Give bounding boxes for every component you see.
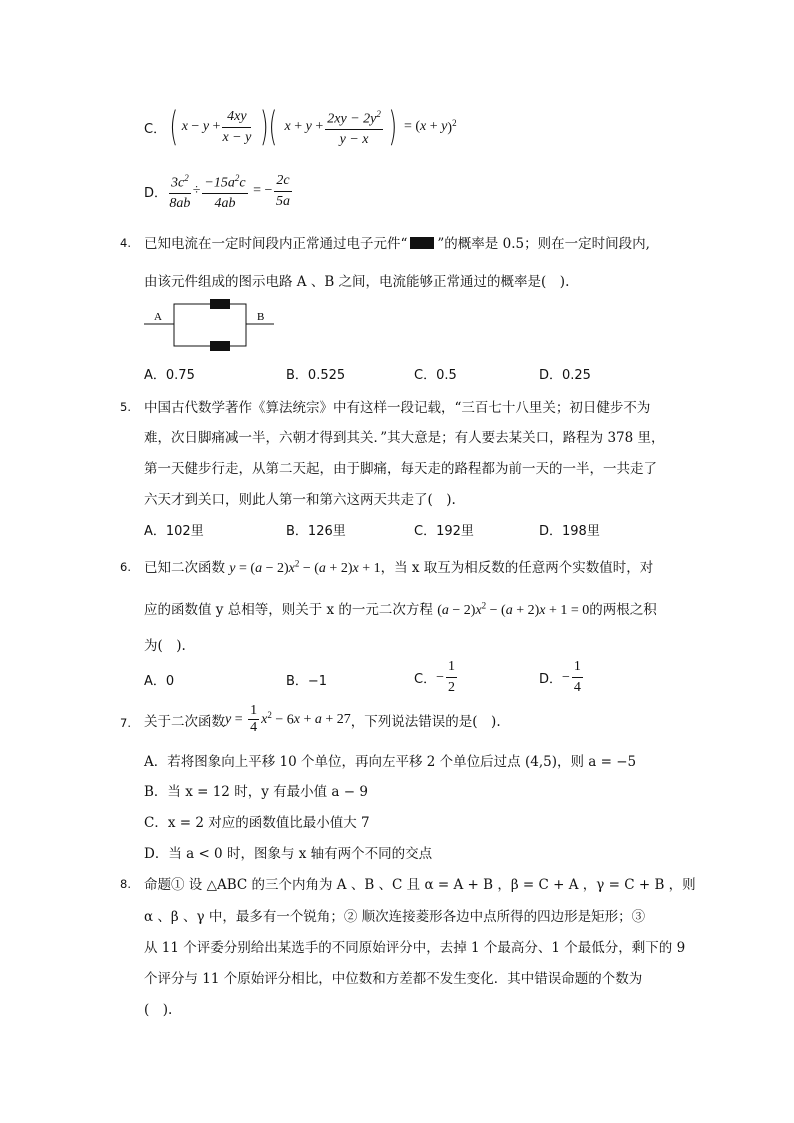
q6-line1-part2: ，当 x 取互为相反数的任意两个实数值时，对 — [380, 560, 654, 576]
q3-option-d — [144, 170, 294, 212]
q6-option-d[interactable]: D． − $\frac{1}{4}$ — [539, 659, 581, 695]
q5-option-a[interactable]: A．102里 — [144, 524, 204, 539]
q7-line1 — [144, 704, 501, 735]
q6-line2 — [144, 598, 657, 619]
q8-line2: α 、β 、γ 中，最多有一个锐角；② 顺次连接菱形各边中点所得的四边形是矩形；③ — [144, 909, 646, 925]
q4-line1 — [144, 232, 650, 252]
circuit-label-a: A — [154, 311, 162, 323]
q6-function-formula: $y = (a - 2)x^2 - (a + 2)x + 1$ — [229, 558, 381, 576]
q7-line1-part1: 关于二次函数 — [144, 713, 225, 730]
q4-line1-part1: 已知电流在一定时间段内正常通过电子元件“ — [144, 236, 408, 252]
q8-line4: 个评分与 11 个原始评分相比，中位数和方差都不发生变化．其中错误命题的个数为 — [144, 971, 643, 987]
q4-option-d[interactable]: D．0.25 — [539, 368, 591, 383]
q6-option-b[interactable]: B．−1 — [286, 674, 328, 689]
q5-option-b[interactable]: B．126里 — [286, 524, 346, 539]
q6-line2-part2: 的两根之积 — [589, 602, 657, 618]
q5-number: 5. — [120, 400, 131, 414]
q5-option-c[interactable]: C．192里 — [414, 524, 474, 539]
q8-line3: 从 11 个评委分别给出某选手的不同原始评分中，去掉 1 个最高分、1 个最低分，剩下的 9 — [144, 940, 686, 956]
circuit-diagram — [144, 296, 276, 354]
q7-option-a[interactable]: A．若将图象向上平移 10 个单位，再向左平移 2 个单位后过点 (4,5)，则 a = −5 — [144, 754, 637, 770]
q8-line5: ( ). — [144, 1002, 173, 1018]
q6-equation-formula: $(a - 2)x^2 - (a + 2)x + 1 = 0$ — [437, 600, 590, 618]
q6-line1-part1: 已知二次函数 — [144, 560, 230, 576]
q6-number: 6. — [120, 560, 131, 574]
q3-option-c-label: C． — [144, 121, 167, 137]
q3-option-c-formula: ( x − y + $\frac{4xy}{x - y}$ )( x + y + $\frac{2xy - 2y^2}{y - x}$ ) = ( x + y )$^2$ — [169, 104, 457, 150]
q6-line1 — [144, 556, 653, 577]
q7-number: 7. — [120, 716, 131, 730]
q7-option-d[interactable]: D．当 a < 0 时，图象与 x 轴有两个不同的交点 — [144, 846, 433, 862]
q6-option-a[interactable]: A．0 — [144, 674, 175, 689]
q4-option-b[interactable]: B．0.525 — [286, 368, 346, 383]
q5-line3: 第一天健步行走，从第二天起，由于脚痛，每天走的路程都为前一天的一半，一共走了 — [144, 461, 657, 477]
circuit-component-top — [210, 299, 230, 309]
q7-option-b[interactable]: B．当 x = 12 时，y 有最小值 a − 9 — [144, 784, 368, 800]
q6-option-d-label: D． — [539, 672, 563, 687]
circuit-component-bottom — [210, 341, 230, 351]
q3-option-c — [144, 104, 457, 150]
q6-line2-part1: 应的函数值 y 总相等，则关于 x 的一元二次方程 — [144, 602, 438, 618]
q5-line1: 中国古代数学著作《算法统宗》中有这样一段记载，“三百七十八里关；初日健步不为 — [144, 400, 651, 416]
q7-option-c[interactable]: C．x = 2 对应的函数值比最小值大 7 — [144, 815, 370, 831]
q4-line2: 由该元件组成的图示电路 A 、B 之间，电流能够正常通过的概率是( ). — [144, 274, 570, 290]
q3-option-d-label: D． — [144, 185, 168, 201]
q8-number: 8. — [120, 877, 131, 891]
q7-line1-part2: ，下列说法错误的是( ). — [350, 713, 501, 730]
q5-option-d[interactable]: D．198里 — [539, 524, 600, 539]
q8-line1: 命题① 设 △ABC 的三个内角为 A 、B 、C 且 α = A + B ，β = C + A ，γ = C + B ，则 — [144, 877, 696, 893]
q5-line4: 六天才到关口，则此人第一和第六这两天共走了( ). — [144, 492, 456, 508]
q4-number: 4. — [120, 236, 131, 250]
q6-option-c[interactable]: C． − $\frac{1}{2}$ — [414, 659, 455, 695]
circuit-label-b: B — [257, 311, 265, 323]
q6-option-c-label: C． — [414, 672, 437, 687]
q4-option-c[interactable]: C．0.5 — [414, 368, 457, 383]
q4-line1-part2: ”的概率是 0.5；则在一定时间段内, — [437, 236, 650, 252]
q3-option-d-formula: $\frac{3c^2}{8ab}$ ÷ $\frac{-15a^2c}{4ab}$ = − $\frac{2c}{5a}$ — [167, 169, 294, 214]
q6-line3: 为( ). — [144, 638, 186, 654]
q4-option-a[interactable]: A．0.75 — [144, 368, 195, 383]
q7-function-formula: y = $\frac{1}{4}$ x $^2$ − 6 x + a + 27 — [225, 703, 351, 735]
circuit-loop — [174, 304, 246, 346]
q5-line2: 难，次日脚痛减一半，六朝才得到其关．”其大意是；有人要去某关口，路程为 378 里， — [144, 430, 665, 446]
electronic-component-icon — [410, 237, 434, 249]
